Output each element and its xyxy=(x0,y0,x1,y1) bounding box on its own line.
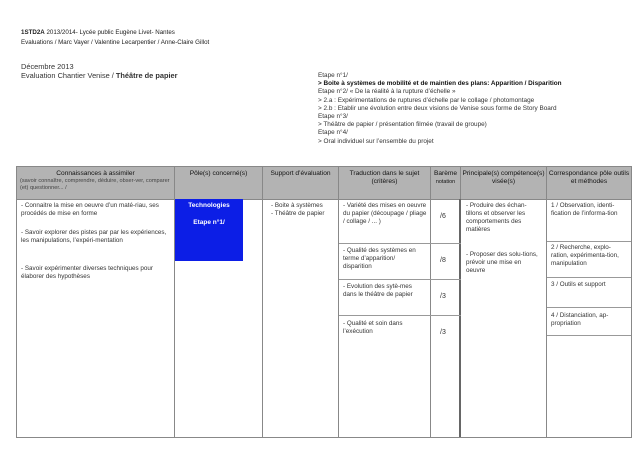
col-correspondance xyxy=(547,199,631,437)
col-principale xyxy=(461,199,547,437)
row-divider xyxy=(547,241,631,242)
header-bareme: Barème notation xyxy=(431,167,461,199)
row-divider xyxy=(547,277,631,278)
header-pole: Pôle(s) concerné(s) xyxy=(175,167,263,199)
step-line: > Théâtre de papier / présentation filmée (travail de groupe) xyxy=(318,121,487,129)
row-divider xyxy=(547,307,631,308)
header-traduction: Traduction dans le sujet (critères) xyxy=(339,167,431,199)
date: Décembre 2013 xyxy=(21,62,74,71)
row-divider xyxy=(339,243,461,244)
row-divider xyxy=(547,335,631,336)
step-line: > Boite à systèmes de mobilité et de maintien des plans: Apparition / Disparition xyxy=(318,80,562,88)
step-line: > 2.a : Expérimentations de ruptures d’échelle par le collage / photomontage xyxy=(318,96,535,104)
pole-highlight xyxy=(175,199,243,261)
correspondance-item: 4 / Distanciation, ap-propriation xyxy=(551,312,609,327)
critere-text: - Qualité des systèmes en terme d’apparition/ disparition xyxy=(343,247,416,270)
header-connaissances-sub: (savoir connaître, comprendre, déduire, obser-ver, comparer (et) questionner... / xyxy=(20,178,170,191)
critere-text: - Evolution des sytè-mes dans le théâtre de papier xyxy=(343,283,413,298)
critere-text: - Variété des mises en oeuvre du papier (découpage / pliage / collage / ... ) xyxy=(343,202,427,225)
col-support xyxy=(263,199,339,437)
principale-item: - Produire des échan-tillons et observer les comportements des matières xyxy=(466,202,527,233)
critere-text: - Qualité et soin dans l’exécution xyxy=(343,320,403,335)
pole-step: Etape n°1/ xyxy=(193,219,225,226)
evaluation-title: Evaluation Chantier Venise / Théâtre de papier xyxy=(21,71,178,80)
principale-item: - Proposer des solu-tions, prévoir une mise en oeuvre xyxy=(466,251,538,274)
table-header-row xyxy=(17,167,631,200)
correspondance-item: 1 / Observation, identi-fication de l’informa-tion xyxy=(551,202,618,217)
col-bareme xyxy=(431,199,461,437)
critere-note: /6 xyxy=(440,213,446,220)
authors-line: Evaluations / Marc Vayer / Valentine Lecarpentier / Anne-Claire Gillot xyxy=(21,39,210,46)
step-line: Etape n°2/ « De la réalité à la rupture d’échelle » xyxy=(318,88,456,96)
header-bareme-sub: notation xyxy=(435,179,456,185)
critere-note: /8 xyxy=(440,257,446,264)
support-item: - Boite à systèmes xyxy=(271,202,323,209)
evaluation-title-bold: Théâtre de papier xyxy=(115,71,178,80)
connaissance-item: - Connaitre la mise en oeuvre d’un maté-riau, ses procédés de mise en forme xyxy=(21,202,159,217)
row-divider xyxy=(339,315,461,316)
critere-note: /3 xyxy=(440,293,446,300)
header-connaissances: Connaissances à assimiler (savoir connaître, comprendre, déduire, obser-ver, comparer (et) questionner... / xyxy=(17,167,175,199)
step-line: Etape n°1/ xyxy=(318,72,348,79)
correspondance-item: 2 / Recherche, explo-ration, expérimenta-tion, manipulation xyxy=(551,244,619,267)
correspondance-item: 3 / Outils et support xyxy=(551,281,606,288)
header-correspondance: Correspondance pôle outils et méthodes xyxy=(548,170,630,185)
step-line: > Oral individuel sur l’ensemble du projet xyxy=(318,137,434,145)
step-line: Etape n°4/ xyxy=(318,129,348,137)
step-line: > 2.b : Etablir une évolution entre deux visions de Venise sous forme de Story Board xyxy=(318,104,557,112)
connaissance-item: - Savoir explorer des pistes par par les expériences, les manipulations, l’expéri-mentation xyxy=(21,229,167,244)
steps-list xyxy=(318,72,562,146)
critere-note: /3 xyxy=(440,329,446,336)
row-divider xyxy=(339,279,461,280)
step-line: Etape n°3/ xyxy=(318,113,348,121)
support-item: - Théâtre de papier xyxy=(271,210,325,217)
header-line-1 xyxy=(21,29,175,37)
header-principale: Principale(s) compétence(s) visée(s) xyxy=(461,167,547,199)
col-connaissances xyxy=(17,199,175,437)
class-code: 1STD2A xyxy=(21,29,45,36)
header-traduction-sub: (critères) xyxy=(371,178,398,185)
school-line: 2013/2014- Lycée public Eugène Livet- Nantes xyxy=(44,29,175,36)
col-traduction xyxy=(339,199,431,437)
pole-name: Technologies xyxy=(188,202,230,209)
evaluation-table xyxy=(16,166,632,438)
date-block xyxy=(21,62,178,80)
connaissance-item: - Savoir expérimenter diverses techniques pour élaborer des hypothèses xyxy=(21,265,153,280)
header-support: Support d’évaluation xyxy=(263,167,339,199)
